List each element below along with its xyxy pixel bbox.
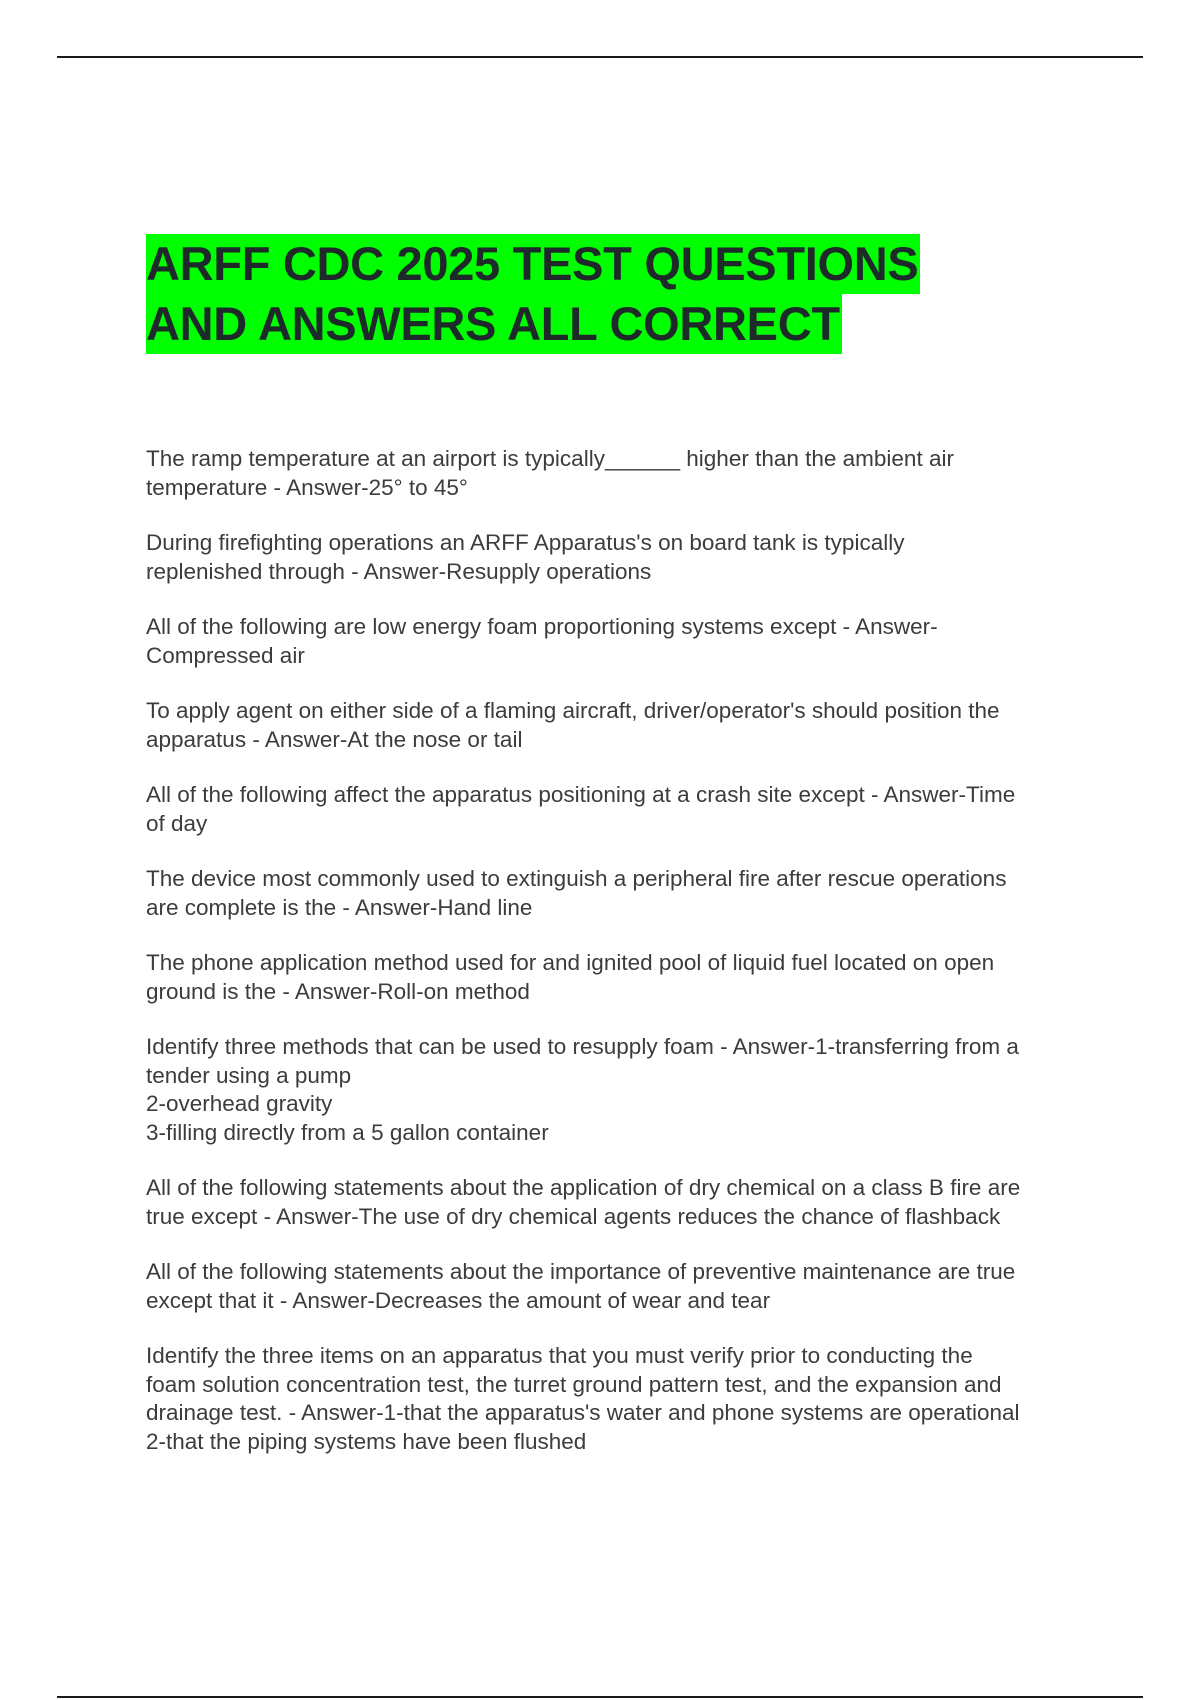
qa-item: All of the following statements about the application of dry chemical on a class B fire are true except - Answer-The use of dry chemical agents reduces the chance of flashback [146,1175,1021,1229]
qa-item: All of the following are low energy foam proportioning systems except - Answer- Compressed air [146,614,938,668]
qa-item: The device most commonly used to extinguish a peripheral fire after rescue operations are complete is the - Answer-Hand line [146,866,1007,920]
header-rule [57,56,1143,58]
qa-item: The ramp temperature at an airport is typically______ higher than the ambient air temperature - Answer-25° to 45° [146,446,954,500]
qa-item: During firefighting operations an ARFF Apparatus's on board tank is typically replenished through - Answer-Resupply operations [146,530,905,584]
qa-item: Identify three methods that can be used to resupply foam - Answer-1-transferring from a tender using a pump 2-overhead gravity 3-filling directly from a 5 gallon container [146,1034,1019,1145]
qa-list [146,445,1106,1483]
qa-item: To apply agent on either side of a flaming aircraft, driver/operator's should position the apparatus - Answer-At the nose or tail [146,698,1000,752]
qa-item: Identify the three items on an apparatus that you must verify prior to conducting the foam solution concentration test, the turret ground pattern test, and the expansion and drainage test. - Answer-1-that the apparatus's water and phone systems are operational 2-that the piping systems have been flushed [146,1343,1020,1454]
qa-item: The phone application method used for and ignited pool of liquid fuel located on open ground is the - Answer-Roll-on method [146,950,995,1004]
qa-item: All of the following statements about the importance of preventive maintenance are true except that it - Answer-Decreases the amount of wear and tear [146,1259,1016,1313]
footer-rule [57,1696,1143,1698]
document-title [146,234,1046,354]
title-line-2: AND ANSWERS ALL CORRECT [146,294,842,354]
qa-item: All of the following affect the apparatus positioning at a crash site except - Answer-Time of day [146,782,1016,836]
title-line-1: ARFF CDC 2025 TEST QUESTIONS [146,234,920,294]
